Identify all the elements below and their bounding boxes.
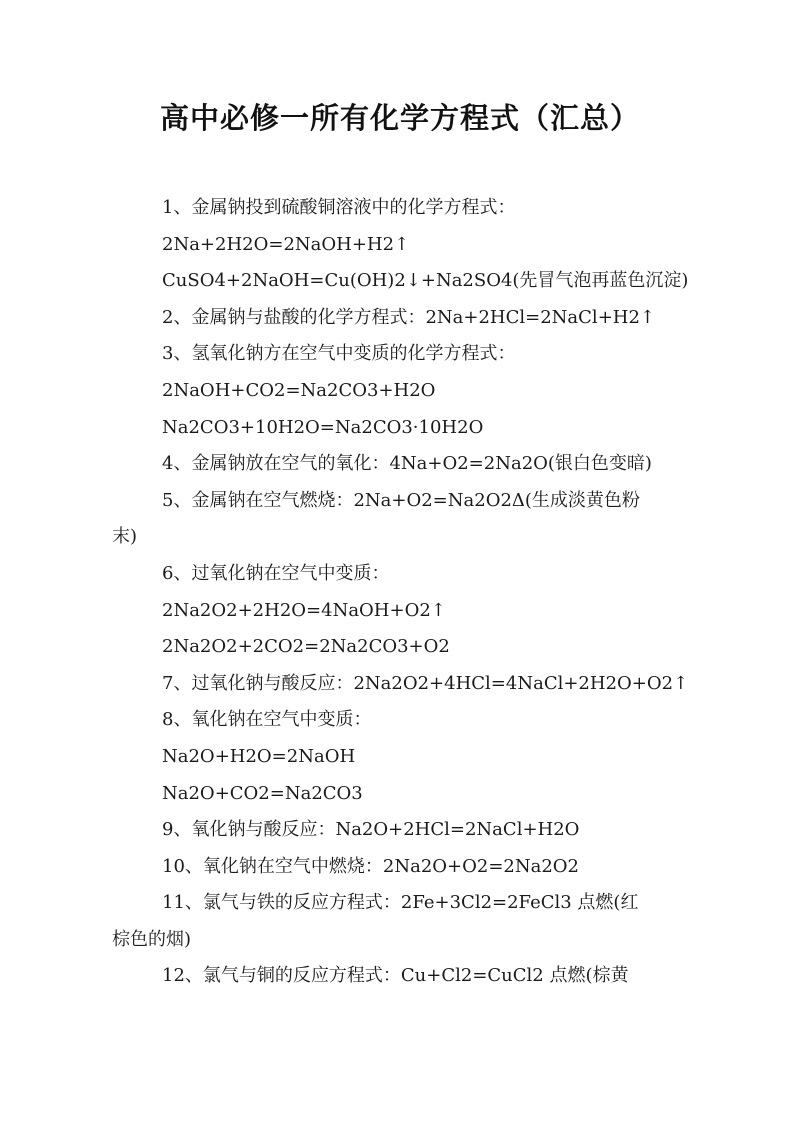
text-line: 3、氢氧化钠方在空气中变质的化学方程式： (162, 343, 516, 365)
text-line: 12、氯气与铜的反应方程式：Cu+Cl2=CuCl2 点燃(棕黄 (162, 965, 629, 987)
continuation-line: 棕色的烟) (112, 928, 192, 950)
text-line: 7、过氧化钠与酸反应：2Na2O2+4HCl=4NaCl+2H2O+O2↑ (162, 672, 689, 694)
text-line: 6、过氧化钠在空气中变质： (162, 562, 390, 584)
text-line: Na2O+CO2=Na2CO3 (162, 782, 363, 804)
text-line: 5、金属钠在空气燃烧：2Na+O2=Na2O2Δ(生成淡黄色粉 (162, 489, 640, 511)
text-line: 2Na2O2+2H2O=4NaOH+O2↑ (162, 599, 446, 621)
text-line: Na2CO3+10H2O=Na2CO3·10H2O (162, 416, 484, 438)
text-line: 2Na2O2+2CO2=2Na2CO3+O2 (162, 636, 450, 658)
document-body (112, 190, 688, 995)
text-line: CuSO4+2NaOH=Cu(OH)2↓+Na2SO4(先冒气泡再蓝色沉淀) (162, 270, 689, 292)
page-title: 高中必修一所有化学方程式（汇总） (159, 101, 640, 135)
text-line: 4、金属钠放在空气的氧化：4Na+O2=2Na2O(银白色变暗) (162, 453, 652, 475)
text-line: 9、氧化钠与酸反应：Na2O+2HCl=2NaCl+H2O (162, 819, 580, 841)
text-line: 10、氧化钠在空气中燃烧：2Na2O+O2=2Na2O2 (162, 855, 580, 877)
text-line: 11、氯气与铁的反应方程式：2Fe+3Cl2=2FeCl3 点燃(红 (162, 892, 639, 914)
text-line: 8、氧化钠在空气中变质： (162, 709, 372, 731)
text-line: 2、金属钠与盐酸的化学方程式：2Na+2HCl=2NaCl+H2↑ (162, 306, 656, 328)
text-line: Na2O+H2O=2NaOH (162, 745, 356, 767)
text-line: 2Na+2H2O=2NaOH+H2↑ (162, 233, 410, 255)
text-line: 2NaOH+CO2=Na2CO3+H2O (162, 379, 436, 401)
text-line: 1、金属钠投到硫酸铜溶液中的化学方程式： (162, 197, 516, 218)
continuation-line: 末) (112, 526, 138, 548)
